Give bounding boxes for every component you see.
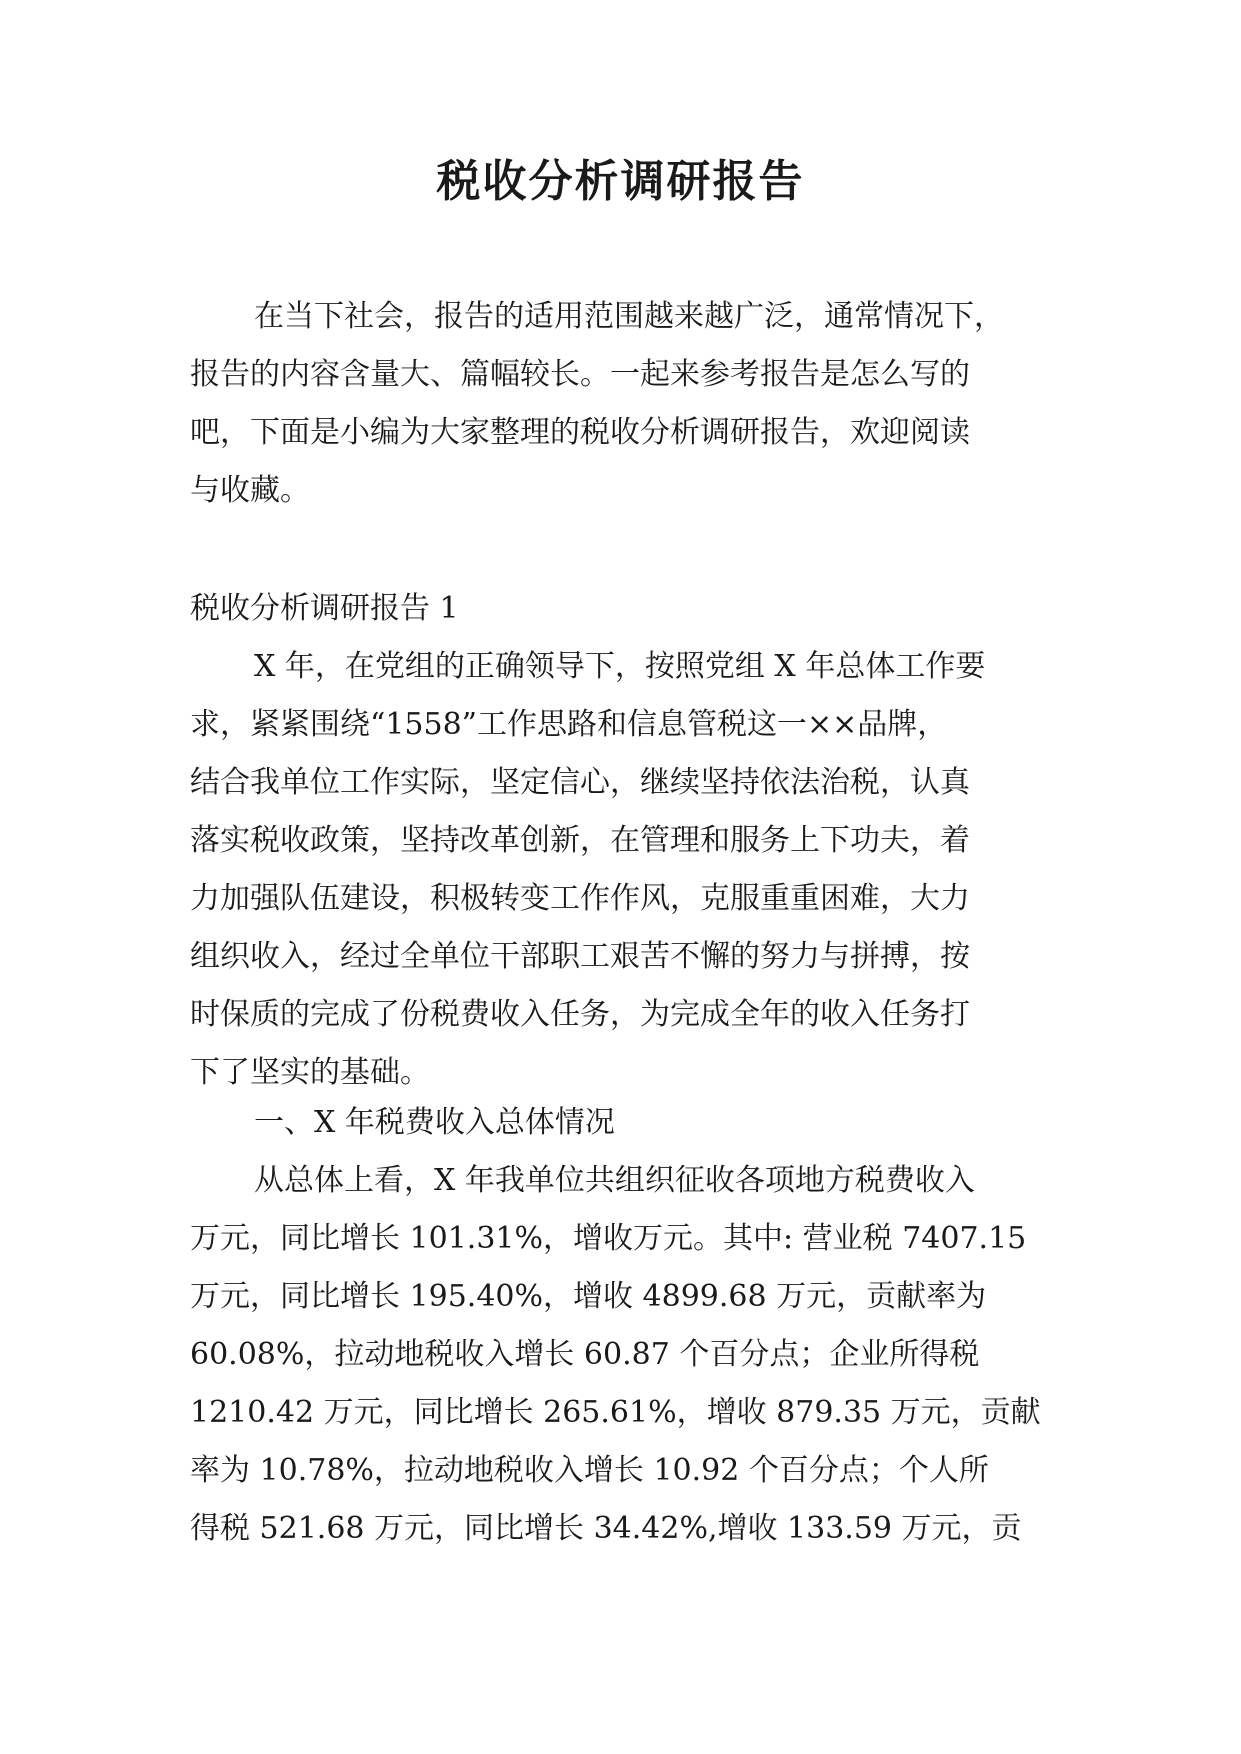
text-line: 下了坚实的基础。 bbox=[190, 1055, 430, 1090]
text-line: 得税 521.68 万元，同比增长 34.42%,增收 133.59 万元，贡 bbox=[190, 1511, 1022, 1546]
subheading bbox=[190, 1094, 1050, 1152]
text-line: 力加强队伍建设，积极转变工作作风，克服重重困难，大力 bbox=[190, 881, 970, 916]
intro-paragraph bbox=[190, 288, 1050, 520]
text-line: 落实税收政策，坚持改革创新，在管理和服务上下功夫，着 bbox=[190, 823, 970, 858]
text-line: 60.08%，拉动地税收入增长 60.87 个百分点；企业所得税 bbox=[190, 1337, 980, 1372]
text-line: 报告的内容含量大、篇幅较长。一起来参考报告是怎么写的 bbox=[190, 357, 970, 392]
text-line: 率为 10.78%，拉动地税收入增长 10.92 个百分点；个人所 bbox=[190, 1453, 989, 1488]
text-line: X 年，在党组的正确领导下，按照党组 X 年总体工作要 bbox=[254, 649, 986, 684]
text-line: 万元，同比增长 101.31%，增收万元。其中: 营业税 7407.15 bbox=[190, 1221, 1027, 1256]
document-title: 税收分析调研报告 bbox=[436, 156, 805, 207]
text-line: 在当下社会，报告的适用范围越来越广泛，通常情况下， bbox=[254, 299, 1004, 334]
text-line: 结合我单位工作实际，坚定信心，继续坚持依法治税，认真 bbox=[190, 765, 970, 800]
text-line: 与收藏。 bbox=[190, 473, 310, 508]
section-title: 税收分析调研报告 1 bbox=[190, 591, 459, 626]
text-line: 万元，同比增长 195.40%，增收 4899.68 万元，贡献率为 bbox=[190, 1279, 987, 1314]
text-line: 从总体上看，X 年我单位共组织征收各项地方税费收入 bbox=[254, 1163, 975, 1198]
report-section bbox=[190, 580, 1050, 1102]
text-line: 求，紧紧围绕“1558”工作思路和信息管税这一××品牌， bbox=[190, 707, 948, 742]
text-line: 吧，下面是小编为大家整理的税收分析调研报告，欢迎阅读 bbox=[190, 415, 970, 450]
text-line: 1210.42 万元，同比增长 265.61%，增收 879.35 万元，贡献 bbox=[190, 1395, 1041, 1430]
text-line: 组织收入，经过全单位干部职工艰苦不懈的努力与拼搏，按 bbox=[190, 939, 970, 974]
text-line: 时保质的完成了份税费收入任务，为完成全年的收入任务打 bbox=[190, 997, 970, 1032]
subheading-text: 一、X 年税费收入总体情况 bbox=[254, 1105, 615, 1140]
revenue-paragraph bbox=[190, 1152, 1050, 1558]
